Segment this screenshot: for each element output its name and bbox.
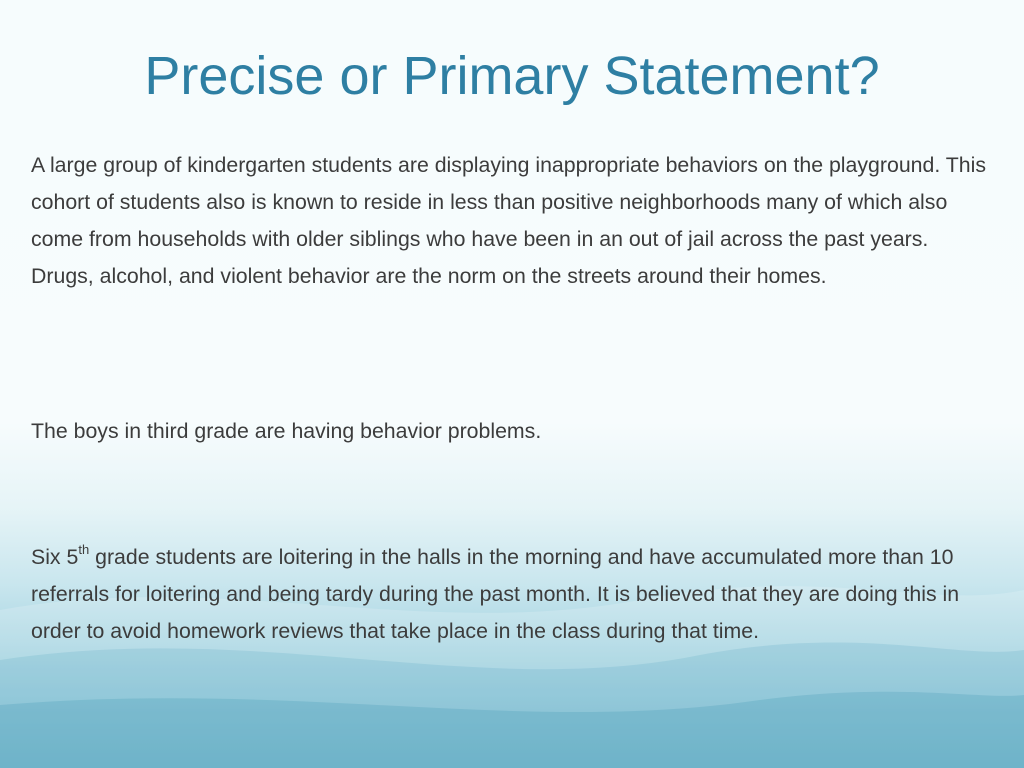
statement-fifth-grade-rest: grade students are loitering in the halls in the morning and have accumulated more than 10 referrals for loitering and being tardy during the past month. It is believed that they are doing this in order to avoid homework reviews that take place in the class during that time. <box>31 545 960 643</box>
statement-kindergarten: A large group of kindergarten students are displaying inappropriate behaviors on the playground. This cohort of students also is known to reside in less than positive neighborhoods many of which also come from households with older siblings who have been in an out of jail across the past years. Drugs, alcohol, and violent behavior are the norm on the streets around their homes. <box>31 153 987 288</box>
ordinal-superscript: th <box>78 541 90 557</box>
statement-fifth-grade-prefix: Six 5 <box>31 545 79 569</box>
statement-fifth-grade <box>31 539 996 650</box>
statement-third-grade: The boys in third grade are having behavior problems. <box>31 419 542 443</box>
slide-title: Precise or Primary Statement? <box>144 46 880 106</box>
